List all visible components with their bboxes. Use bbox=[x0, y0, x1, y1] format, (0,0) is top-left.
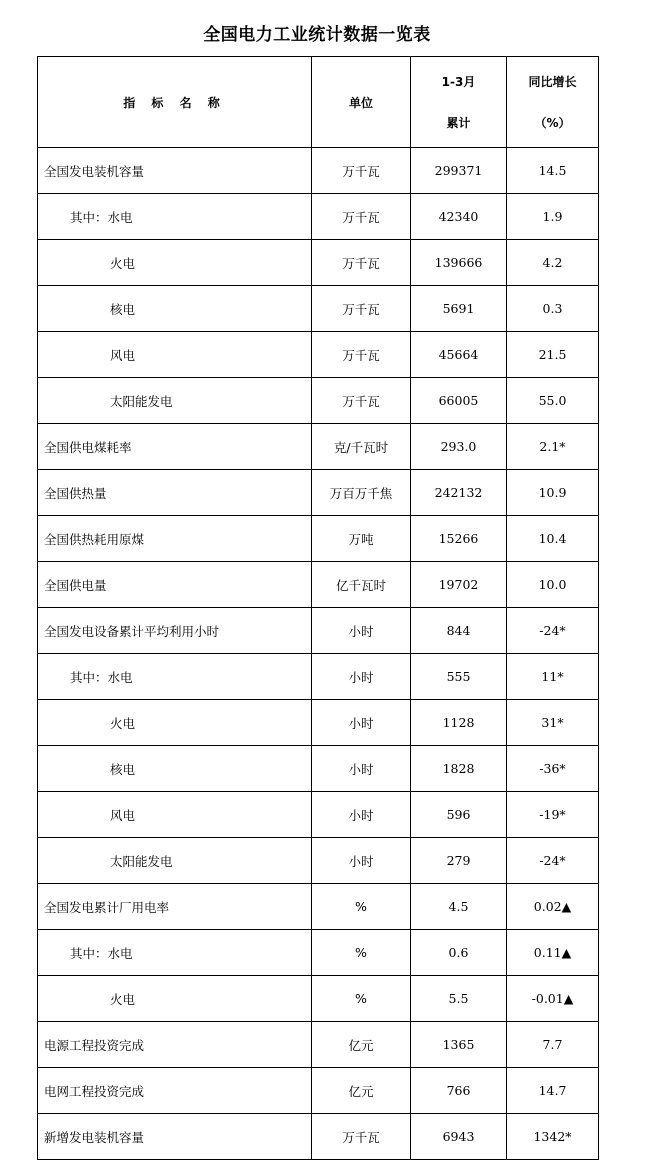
unit-cell: % bbox=[312, 976, 411, 1022]
header-row bbox=[38, 57, 599, 148]
yoy-growth-cell: 2.1* bbox=[507, 424, 599, 470]
stats-table bbox=[37, 56, 599, 1160]
table-row bbox=[38, 792, 599, 838]
yoy-growth-cell: 0.3 bbox=[507, 286, 599, 332]
cumulative-value-cell: 766 bbox=[411, 1068, 507, 1114]
unit-cell: 小时 bbox=[312, 608, 411, 654]
cumulative-value-cell: 1365 bbox=[411, 1022, 507, 1068]
yoy-growth-cell: -24* bbox=[507, 838, 599, 884]
cumulative-value-cell: 555 bbox=[411, 654, 507, 700]
header-indicator-label: 指 标 名 称 bbox=[123, 95, 226, 110]
header-indicator bbox=[38, 57, 312, 148]
indicator-name-cell: 全国供电量 bbox=[38, 562, 312, 608]
cumulative-value-cell: 279 bbox=[411, 838, 507, 884]
cumulative-value-cell: 242132 bbox=[411, 470, 507, 516]
cumulative-value-cell: 45664 bbox=[411, 332, 507, 378]
unit-cell: 亿元 bbox=[312, 1068, 411, 1114]
table-row bbox=[38, 1068, 599, 1114]
yoy-growth-cell: 21.5 bbox=[507, 332, 599, 378]
unit-cell: 亿元 bbox=[312, 1022, 411, 1068]
yoy-growth-cell: -19* bbox=[507, 792, 599, 838]
header-unit-label: 单位 bbox=[348, 95, 373, 110]
indicator-name-cell: 全国供热耗用原煤 bbox=[38, 516, 312, 562]
yoy-growth-cell: 1342* bbox=[507, 1114, 599, 1160]
unit-cell: 小时 bbox=[312, 838, 411, 884]
header-yoy-label: 同比增长 bbox=[528, 75, 577, 89]
unit-cell: 万百万千焦 bbox=[312, 470, 411, 516]
indicator-name-cell: 风电 bbox=[38, 332, 312, 378]
yoy-growth-cell: -36* bbox=[507, 746, 599, 792]
page-title: 全国电力工业统计数据一览表 bbox=[203, 25, 431, 45]
indicator-name-cell: 核电 bbox=[38, 746, 312, 792]
cumulative-value-cell: 139666 bbox=[411, 240, 507, 286]
yoy-growth-cell: 10.9 bbox=[507, 470, 599, 516]
indicator-name-cell: 电网工程投资完成 bbox=[38, 1068, 312, 1114]
unit-cell: 万千瓦 bbox=[312, 148, 411, 194]
unit-cell: 万千瓦 bbox=[312, 286, 411, 332]
header-yoy-unit: （%） bbox=[534, 116, 571, 130]
indicator-name-cell: 太阳能发电 bbox=[38, 378, 312, 424]
cumulative-value-cell: 4.5 bbox=[411, 884, 507, 930]
cumulative-value-cell: 42340 bbox=[411, 194, 507, 240]
table-row bbox=[38, 976, 599, 1022]
cumulative-value-cell: 19702 bbox=[411, 562, 507, 608]
indicator-name-cell: 火电 bbox=[38, 240, 312, 286]
indicator-name-cell: 全国发电设备累计平均利用小时 bbox=[38, 608, 312, 654]
yoy-growth-cell: 0.11▲ bbox=[507, 930, 599, 976]
yoy-growth-cell: 14.5 bbox=[507, 148, 599, 194]
cumulative-value-cell: 66005 bbox=[411, 378, 507, 424]
cumulative-value-cell: 844 bbox=[411, 608, 507, 654]
unit-cell: 万千瓦 bbox=[312, 194, 411, 240]
indicator-name-cell: 新增发电装机容量 bbox=[38, 1114, 312, 1160]
table-row bbox=[38, 608, 599, 654]
indicator-name-cell: 火电 bbox=[38, 700, 312, 746]
table-row bbox=[38, 654, 599, 700]
cumulative-value-cell: 5691 bbox=[411, 286, 507, 332]
yoy-growth-cell: 7.7 bbox=[507, 1022, 599, 1068]
unit-cell: 亿千瓦时 bbox=[312, 562, 411, 608]
indicator-name-cell: 风电 bbox=[38, 792, 312, 838]
header-unit bbox=[312, 57, 411, 148]
yoy-growth-cell: 14.7 bbox=[507, 1068, 599, 1114]
table-row bbox=[38, 930, 599, 976]
table-row bbox=[38, 884, 599, 930]
table-row bbox=[38, 562, 599, 608]
yoy-growth-cell: 1.9 bbox=[507, 194, 599, 240]
table-row bbox=[38, 148, 599, 194]
unit-cell: 万吨 bbox=[312, 516, 411, 562]
indicator-name-cell: 全国发电累计厂用电率 bbox=[38, 884, 312, 930]
indicator-name-cell: 其中：水电 bbox=[38, 930, 312, 976]
unit-cell: 小时 bbox=[312, 700, 411, 746]
yoy-growth-cell: 4.2 bbox=[507, 240, 599, 286]
indicator-name-cell: 其中：水电 bbox=[38, 654, 312, 700]
table-row bbox=[38, 470, 599, 516]
cumulative-value-cell: 299371 bbox=[411, 148, 507, 194]
table-row bbox=[38, 1114, 599, 1160]
indicator-name-cell: 全国发电装机容量 bbox=[38, 148, 312, 194]
indicator-name-cell: 全国供电煤耗率 bbox=[38, 424, 312, 470]
yoy-growth-cell: -0.01▲ bbox=[507, 976, 599, 1022]
cumulative-value-cell: 293.0 bbox=[411, 424, 507, 470]
indicator-name-cell: 电源工程投资完成 bbox=[38, 1022, 312, 1068]
yoy-growth-cell: 10.0 bbox=[507, 562, 599, 608]
table-row bbox=[38, 286, 599, 332]
table-body bbox=[38, 148, 599, 1160]
unit-cell: 万千瓦 bbox=[312, 378, 411, 424]
table-row bbox=[38, 700, 599, 746]
table-row bbox=[38, 240, 599, 286]
indicator-name-cell: 火电 bbox=[38, 976, 312, 1022]
cumulative-value-cell: 1128 bbox=[411, 700, 507, 746]
unit-cell: 万千瓦 bbox=[312, 332, 411, 378]
yoy-growth-cell: -24* bbox=[507, 608, 599, 654]
unit-cell: 万千瓦 bbox=[312, 1114, 411, 1160]
table-row bbox=[38, 424, 599, 470]
unit-cell: 小时 bbox=[312, 746, 411, 792]
table-row bbox=[38, 1022, 599, 1068]
header-cumulative bbox=[411, 57, 507, 148]
header-yoy bbox=[507, 57, 599, 148]
table-row bbox=[38, 838, 599, 884]
unit-cell: 克/千瓦时 bbox=[312, 424, 411, 470]
cumulative-value-cell: 0.6 bbox=[411, 930, 507, 976]
table-row bbox=[38, 378, 599, 424]
yoy-growth-cell: 11* bbox=[507, 654, 599, 700]
table-row bbox=[38, 746, 599, 792]
table-row bbox=[38, 332, 599, 378]
unit-cell: % bbox=[312, 884, 411, 930]
header-cumulative-label: 累计 bbox=[446, 116, 471, 130]
table-row bbox=[38, 194, 599, 240]
unit-cell: 万千瓦 bbox=[312, 240, 411, 286]
indicator-name-cell: 全国供热量 bbox=[38, 470, 312, 516]
cumulative-value-cell: 1828 bbox=[411, 746, 507, 792]
unit-cell: % bbox=[312, 930, 411, 976]
indicator-name-cell: 其中：水电 bbox=[38, 194, 312, 240]
indicator-name-cell: 太阳能发电 bbox=[38, 838, 312, 884]
yoy-growth-cell: 10.4 bbox=[507, 516, 599, 562]
indicator-name-cell: 核电 bbox=[38, 286, 312, 332]
table-row bbox=[38, 516, 599, 562]
unit-cell: 小时 bbox=[312, 792, 411, 838]
cumulative-value-cell: 596 bbox=[411, 792, 507, 838]
yoy-growth-cell: 0.02▲ bbox=[507, 884, 599, 930]
header-cumulative-period: 1-3月 bbox=[441, 75, 476, 89]
cumulative-value-cell: 15266 bbox=[411, 516, 507, 562]
yoy-growth-cell: 55.0 bbox=[507, 378, 599, 424]
cumulative-value-cell: 5.5 bbox=[411, 976, 507, 1022]
cumulative-value-cell: 6943 bbox=[411, 1114, 507, 1160]
unit-cell: 小时 bbox=[312, 654, 411, 700]
yoy-growth-cell: 31* bbox=[507, 700, 599, 746]
